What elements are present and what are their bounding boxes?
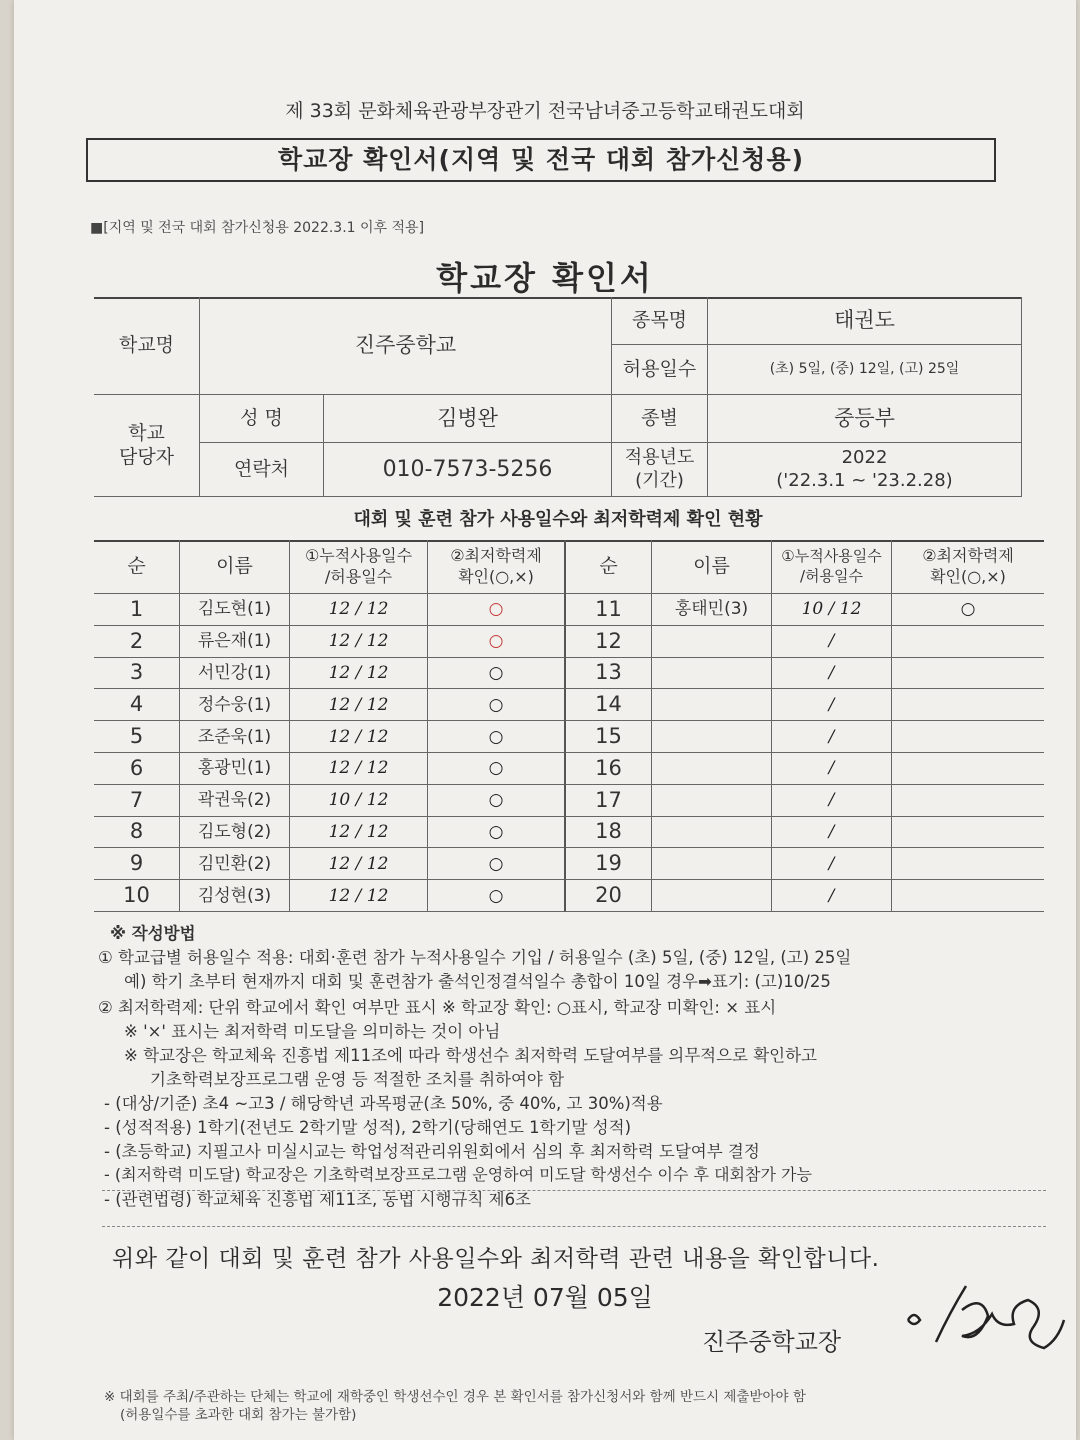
row-number: 18 <box>566 817 652 849</box>
days-used: 12 / 12 <box>290 658 428 690</box>
row-number: 10 <box>94 880 180 912</box>
academic-check <box>892 658 1044 690</box>
row-number: 9 <box>94 848 180 880</box>
days-used: 12 / 12 <box>290 753 428 785</box>
name-value: 김병완 <box>324 395 612 443</box>
contact-label: 연락처 <box>200 443 324 497</box>
days-used: / <box>772 721 892 753</box>
signature <box>900 1280 1070 1360</box>
row-number: 16 <box>566 753 652 785</box>
row-number: 1 <box>94 594 180 626</box>
row-number: 11 <box>566 594 652 626</box>
header-days-right: ①누적사용일수 /허용일수 <box>772 540 892 594</box>
header-name-right: 이름 <box>652 540 772 594</box>
instruction-line: ② 최저학력제: 단위 학교에서 확인 여부만 표시 ※ 학교장 확인: ○표시, 학교장 미확인: × 표시 <box>98 998 777 1017</box>
school-label: 학교명 <box>94 297 200 395</box>
academic-check: ○ <box>428 753 566 785</box>
instruction-line: - (최저학력 미도달) 학교장은 기초학력보장프로그램 운영하여 미도달 학생선수 이수 후 대회참가 가능 <box>104 1165 812 1184</box>
academic-check <box>892 721 1044 753</box>
student-name: 서민강(1) <box>180 658 290 690</box>
row-number: 8 <box>94 817 180 849</box>
row-number: 19 <box>566 848 652 880</box>
divider <box>102 1226 1046 1227</box>
document-title: 학교장 확인서 <box>436 259 654 297</box>
days-value: (초) 5일, (중) 12일, (고) 25일 <box>708 345 1022 395</box>
academic-check: ○ <box>892 594 1044 626</box>
student-name <box>652 689 772 721</box>
days-used: 12 / 12 <box>290 721 428 753</box>
academic-check: ○ <box>428 880 566 912</box>
row-number: 5 <box>94 721 180 753</box>
days-used: 12 / 12 <box>290 848 428 880</box>
header-check-right: ②최저학력제 확인(○,×) <box>892 540 1044 594</box>
days-used: / <box>772 626 892 658</box>
days-used: 12 / 12 <box>290 626 428 658</box>
days-used: 12 / 12 <box>290 689 428 721</box>
student-name: 홍광민(1) <box>180 753 290 785</box>
sport-label: 종목명 <box>612 297 708 345</box>
student-name: 정수웅(1) <box>180 689 290 721</box>
instruction-line: 기초학력보장프로그램 운영 등 적절한 조치를 취하여야 함 <box>150 1070 565 1089</box>
header-name-left: 이름 <box>180 540 290 594</box>
student-name <box>652 817 772 849</box>
student-name <box>652 880 772 912</box>
year-value: 2022 ('22.3.1 ~ '23.2.28) <box>708 443 1022 497</box>
row-number: 20 <box>566 880 652 912</box>
days-used: 12 / 12 <box>290 817 428 849</box>
student-name: 류은재(1) <box>180 626 290 658</box>
applies-note: ■[지역 및 전국 대회 참가신청용 2022.3.1 이후 적용] <box>90 220 425 236</box>
days-used: 10 / 12 <box>290 785 428 817</box>
footer-note <box>104 1388 806 1424</box>
instruction-line: - (관련법령) 학교체육 진흥법 제11조, 동법 시행규칙 제6조 <box>104 1190 531 1209</box>
row-number: 14 <box>566 689 652 721</box>
name-label: 성 명 <box>200 395 324 443</box>
days-used: / <box>772 753 892 785</box>
divider <box>102 1190 1046 1191</box>
roster-table <box>94 540 1044 912</box>
row-number: 17 <box>566 785 652 817</box>
row-number: 6 <box>94 753 180 785</box>
row-number: 3 <box>94 658 180 690</box>
student-name <box>652 848 772 880</box>
row-number: 13 <box>566 658 652 690</box>
contact-value: 010-7573-5256 <box>324 443 612 497</box>
student-name: 홍태민(3) <box>652 594 772 626</box>
academic-check: ○ <box>428 689 566 721</box>
days-label: 허용일수 <box>612 345 708 395</box>
year-label: 적용년도 (기간) <box>612 443 708 497</box>
header-no-left: 순 <box>94 540 180 594</box>
instruction-line: - (대상/기준) 초4 ~고3 / 해당학년 과목평균(초 50%, 중 40%, 고 30%)적용 <box>104 1094 663 1113</box>
footer-line: (허용일수를 초과한 대회 참가는 불가함) <box>120 1407 357 1424</box>
roster-section-title: 대회 및 훈련 참가 사용일수와 최저학력제 확인 현황 <box>353 509 763 530</box>
instruction-line: - (초등학교) 지필고사 미실시교는 학업성적관리위원회에서 심의 후 최저학력 도달여부 결정 <box>104 1142 760 1161</box>
student-name: 김민환(2) <box>180 848 290 880</box>
academic-check <box>892 785 1044 817</box>
student-name: 곽권욱(2) <box>180 785 290 817</box>
days-used: 10 / 12 <box>772 594 892 626</box>
instruction-line: ① 학교급별 허용일수 적용: 대회·훈련 참가 누적사용일수 기입 / 허용일수 (초) 5일, (중) 12일, (고) 25일 <box>98 948 852 967</box>
confirmation-statement: 위와 같이 대회 및 훈련 참가 사용일수와 최저학력 관련 내용을 확인합니다. <box>112 1246 880 1272</box>
academic-check <box>892 848 1044 880</box>
academic-check: ○ <box>428 721 566 753</box>
academic-check: ○ <box>428 848 566 880</box>
manager-label: 학교 담당자 <box>94 395 200 497</box>
days-used: / <box>772 658 892 690</box>
instruction-line: ※ 학교장은 학교체육 진흥법 제11조에 따라 학생선수 최저학력 도달여부를 의무적으로 확인하고 <box>124 1046 817 1065</box>
header-days-left: ①누적사용일수 /허용일수 <box>290 540 428 594</box>
student-name: 김도형(2) <box>180 817 290 849</box>
principal-title: 진주중학교장 <box>702 1328 842 1356</box>
document-page <box>14 0 1076 1440</box>
student-name <box>652 626 772 658</box>
header-no-right: 순 <box>566 540 652 594</box>
title-box: 학교장 확인서(지역 및 전국 대회 참가신청용) <box>86 138 996 182</box>
days-used: / <box>772 880 892 912</box>
student-name <box>652 753 772 785</box>
instruction-line: - (성적적용) 1학기(전년도 2학기말 성적), 2학기(당해연도 1학기말 성적) <box>104 1118 632 1137</box>
academic-check: ○ <box>428 817 566 849</box>
instruction-line: 예) 학기 초부터 현재까지 대회 및 훈련참가 출석인정결석일수 총합이 10일 경우➡표기: (고)10/25 <box>124 972 831 991</box>
academic-check <box>892 753 1044 785</box>
academic-check: ○ <box>428 785 566 817</box>
row-number: 4 <box>94 689 180 721</box>
sport-value: 태권도 <box>708 297 1022 345</box>
category-label: 종별 <box>612 395 708 443</box>
days-used: / <box>772 689 892 721</box>
academic-check <box>892 689 1044 721</box>
academic-check <box>892 817 1044 849</box>
academic-check: ○ <box>428 658 566 690</box>
days-used: / <box>772 785 892 817</box>
category-value: 중등부 <box>708 395 1022 443</box>
row-number: 15 <box>566 721 652 753</box>
student-name <box>652 658 772 690</box>
school-info-table <box>94 297 1022 497</box>
academic-check: ○ <box>428 594 566 626</box>
student-name <box>652 721 772 753</box>
student-name: 조준욱(1) <box>180 721 290 753</box>
academic-check <box>892 880 1044 912</box>
days-used: 12 / 12 <box>290 880 428 912</box>
instruction-line: ※ '×' 표시는 최저학력 미도달을 의미하는 것이 아님 <box>124 1022 501 1041</box>
academic-check <box>892 626 1044 658</box>
footer-line: ※ 대회를 주최/주관하는 단체는 학교에 재학중인 학생선수인 경우 본 확인서를 참가신청서와 함께 반드시 제출받아야 함 <box>104 1389 806 1405</box>
student-name <box>652 785 772 817</box>
row-number: 12 <box>566 626 652 658</box>
academic-check: ○ <box>428 626 566 658</box>
confirmation-date: 2022년 07월 05일 <box>437 1283 653 1312</box>
days-used: / <box>772 817 892 849</box>
school-value: 진주중학교 <box>200 297 612 395</box>
days-used: / <box>772 848 892 880</box>
instructions-heading: ※ 작성방법 <box>110 924 196 943</box>
event-caption: 제 33회 문화체육관광부장관기 전국남녀중고등학교태권도대회 <box>285 100 805 122</box>
header-check-left: ②최저학력제 확인(○,×) <box>428 540 566 594</box>
row-number: 2 <box>94 626 180 658</box>
row-number: 7 <box>94 785 180 817</box>
student-name: 김성현(3) <box>180 880 290 912</box>
student-name: 김도현(1) <box>180 594 290 626</box>
days-used: 12 / 12 <box>290 594 428 626</box>
